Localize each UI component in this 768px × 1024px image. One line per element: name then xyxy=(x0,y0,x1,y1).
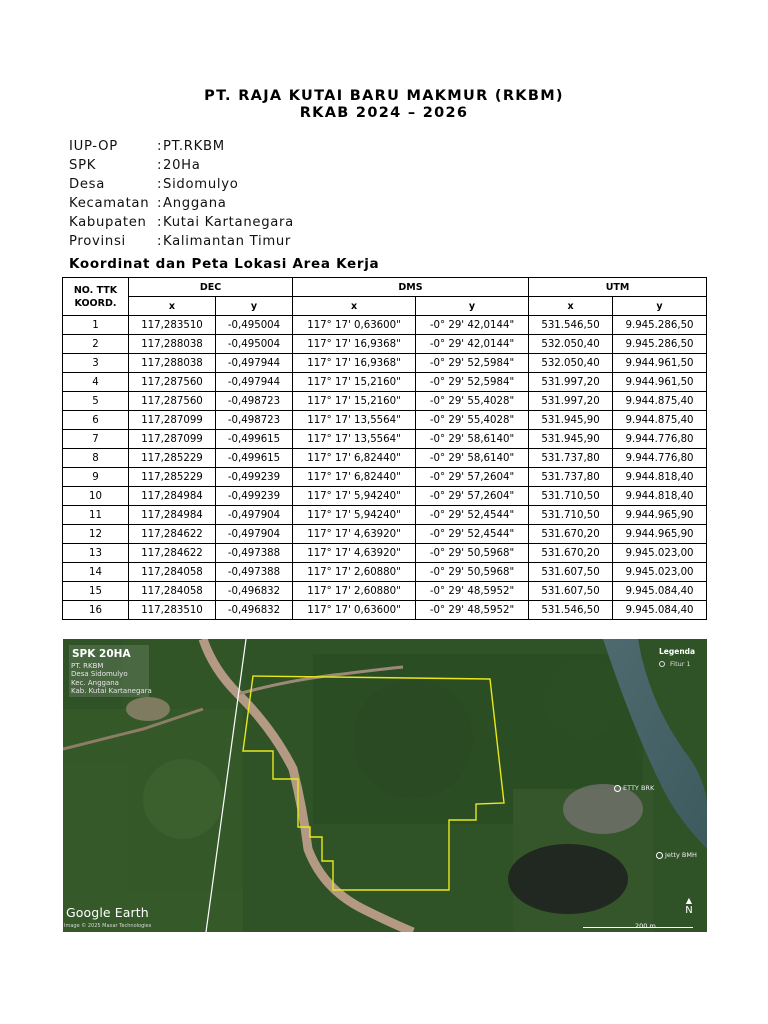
cell-dms-x: 117° 17' 16,9368" xyxy=(293,354,416,373)
cell-dms-y: -0° 29' 42,0144" xyxy=(416,316,529,335)
cell-dms-x: 117° 17' 15,2160" xyxy=(293,373,416,392)
cell-no: 16 xyxy=(63,601,129,620)
cell-utm-x: 531.945,90 xyxy=(529,430,613,449)
cell-dec-y: -0,499615 xyxy=(216,430,293,449)
info-row-desa xyxy=(69,175,294,194)
table-row xyxy=(63,487,707,506)
cell-dec-x: 117,287099 xyxy=(129,430,216,449)
cell-utm-y: 9.945.286,50 xyxy=(613,316,707,335)
place-label-jetty xyxy=(656,851,697,859)
cell-utm-y: 9.944.818,40 xyxy=(613,468,707,487)
table-row xyxy=(63,373,707,392)
place-name: Jetty BMH xyxy=(665,851,697,859)
cell-dec-x: 117,284984 xyxy=(129,487,216,506)
cell-dec-x: 117,284058 xyxy=(129,582,216,601)
cell-dec-x: 117,285229 xyxy=(129,449,216,468)
cell-dec-y: -0,496832 xyxy=(216,601,293,620)
cell-no: 2 xyxy=(63,335,129,354)
cell-dec-x: 117,287560 xyxy=(129,392,216,411)
cell-utm-y: 9.944.776,80 xyxy=(613,449,707,468)
cell-utm-x: 531.997,20 xyxy=(529,373,613,392)
cell-dms-y: -0° 29' 48,5952" xyxy=(416,582,529,601)
cell-dec-x: 117,284984 xyxy=(129,506,216,525)
cell-dec-x: 117,283510 xyxy=(129,601,216,620)
cell-utm-x: 532.050,40 xyxy=(529,354,613,373)
cell-dms-y: -0° 29' 52,4544" xyxy=(416,506,529,525)
info-value: Sidomulyo xyxy=(163,177,239,192)
table-row xyxy=(63,506,707,525)
table-row xyxy=(63,430,707,449)
cell-utm-y: 9.944.965,90 xyxy=(613,525,707,544)
cell-utm-y: 9.944.961,50 xyxy=(613,354,707,373)
google-earth-logo: Google Earth xyxy=(66,905,149,920)
table-row xyxy=(63,335,707,354)
cell-utm-x: 531.737,80 xyxy=(529,449,613,468)
cell-dms-y: -0° 29' 52,4544" xyxy=(416,525,529,544)
col-header-dec-y: y xyxy=(216,297,293,316)
table-row xyxy=(63,468,707,487)
map-info-text xyxy=(71,662,152,695)
table-row xyxy=(63,316,707,335)
cell-dec-y: -0,495004 xyxy=(216,335,293,354)
col-group-utm: UTM xyxy=(529,278,707,297)
cell-dms-x: 117° 17' 0,63600" xyxy=(293,601,416,620)
info-label: Kabupaten xyxy=(69,215,147,230)
cell-utm-x: 531.546,50 xyxy=(529,601,613,620)
cell-dms-x: 117° 17' 13,5564" xyxy=(293,430,416,449)
map-title: SPK 20HA xyxy=(72,648,131,660)
cell-dms-x: 117° 17' 4,63920" xyxy=(293,525,416,544)
legend-title: Legenda xyxy=(659,647,696,656)
info-row-provinsi xyxy=(69,232,294,251)
cell-utm-x: 531.710,50 xyxy=(529,487,613,506)
info-row-kabupaten xyxy=(69,213,294,232)
table-row xyxy=(63,601,707,620)
cell-dec-y: -0,499615 xyxy=(216,449,293,468)
col-header-no: NO. TTK KOORD. xyxy=(63,278,129,316)
table-row xyxy=(63,563,707,582)
cell-dec-x: 117,287099 xyxy=(129,411,216,430)
cell-utm-y: 9.944.818,40 xyxy=(613,487,707,506)
info-separator: : xyxy=(157,215,163,230)
cell-dms-x: 117° 17' 4,63920" xyxy=(293,544,416,563)
info-label: Desa xyxy=(69,177,106,192)
info-row-kecamatan xyxy=(69,194,294,213)
cell-dec-x: 117,287560 xyxy=(129,373,216,392)
info-value: Kutai Kartanegara xyxy=(163,215,294,230)
table-row xyxy=(63,582,707,601)
info-row-iup xyxy=(69,137,294,156)
cell-utm-y: 9.945.084,40 xyxy=(613,601,707,620)
cell-no: 12 xyxy=(63,525,129,544)
plan-title: RKAB 2024 – 2026 xyxy=(299,105,469,121)
cell-no: 3 xyxy=(63,354,129,373)
cell-dms-y: -0° 29' 42,0144" xyxy=(416,335,529,354)
cell-dec-y: -0,499239 xyxy=(216,468,293,487)
info-value: Anggana xyxy=(163,196,227,211)
col-header-utm-x: x xyxy=(529,297,613,316)
cell-dms-y: -0° 29' 50,5968" xyxy=(416,544,529,563)
cell-dms-y: -0° 29' 58,6140" xyxy=(416,430,529,449)
cell-utm-x: 531.607,50 xyxy=(529,582,613,601)
cell-dms-y: -0° 29' 48,5952" xyxy=(416,601,529,620)
cell-dec-y: -0,497944 xyxy=(216,373,293,392)
cell-dec-x: 117,284622 xyxy=(129,544,216,563)
cell-utm-x: 532.050,40 xyxy=(529,335,613,354)
info-separator: : xyxy=(157,234,163,249)
north-arrow-icon: ▲ N xyxy=(682,897,696,916)
cell-dec-x: 117,283510 xyxy=(129,316,216,335)
cell-dec-y: -0,497388 xyxy=(216,563,293,582)
cell-utm-x: 531.607,50 xyxy=(529,563,613,582)
cell-no: 7 xyxy=(63,430,129,449)
cell-dec-x: 117,288038 xyxy=(129,354,216,373)
cell-dms-x: 117° 17' 5,94240" xyxy=(293,487,416,506)
cell-no: 4 xyxy=(63,373,129,392)
cell-no: 6 xyxy=(63,411,129,430)
cell-dms-x: 117° 17' 5,94240" xyxy=(293,506,416,525)
cell-utm-x: 531.710,50 xyxy=(529,506,613,525)
placemark-icon xyxy=(656,852,663,859)
placemark-icon xyxy=(614,785,621,792)
cell-dec-y: -0,497388 xyxy=(216,544,293,563)
cell-dec-x: 117,284622 xyxy=(129,525,216,544)
legend-item-label: Fitur 1 xyxy=(670,660,691,668)
legend-item xyxy=(659,660,705,668)
coordinate-table-body xyxy=(63,316,707,620)
cell-dec-y: -0,496832 xyxy=(216,582,293,601)
place-label-etty xyxy=(614,784,654,792)
cell-no: 14 xyxy=(63,563,129,582)
cell-dms-y: -0° 29' 58,6140" xyxy=(416,449,529,468)
cell-utm-x: 531.546,50 xyxy=(529,316,613,335)
info-label: Provinsi xyxy=(69,234,126,249)
cell-no: 1 xyxy=(63,316,129,335)
info-row-spk xyxy=(69,156,294,175)
map-info-line: Kab. Kutai Kartanegara xyxy=(71,686,152,695)
cell-dms-x: 117° 17' 13,5564" xyxy=(293,411,416,430)
map-legend xyxy=(659,647,705,675)
cell-utm-y: 9.944.875,40 xyxy=(613,411,707,430)
map-info-line: Kec. Anggana xyxy=(71,678,119,687)
cell-dec-x: 117,288038 xyxy=(129,335,216,354)
cell-utm-x: 531.670,20 xyxy=(529,544,613,563)
info-separator: : xyxy=(157,177,163,192)
cell-dms-x: 117° 17' 6,82440" xyxy=(293,449,416,468)
cell-dms-y: -0° 29' 57,2604" xyxy=(416,487,529,506)
coordinate-table xyxy=(62,277,707,620)
cell-utm-y: 9.945.023,00 xyxy=(613,563,707,582)
table-row xyxy=(63,411,707,430)
cell-no: 15 xyxy=(63,582,129,601)
cell-utm-y: 9.944.965,90 xyxy=(613,506,707,525)
cell-no: 13 xyxy=(63,544,129,563)
info-label: SPK xyxy=(69,158,97,173)
cell-no: 10 xyxy=(63,487,129,506)
cell-dms-y: -0° 29' 52,5984" xyxy=(416,354,529,373)
info-separator: : xyxy=(157,158,163,173)
cell-no: 9 xyxy=(63,468,129,487)
cell-dms-x: 117° 17' 2,60880" xyxy=(293,563,416,582)
cell-dec-y: -0,499239 xyxy=(216,487,293,506)
cell-utm-y: 9.944.961,50 xyxy=(613,373,707,392)
table-row xyxy=(63,354,707,373)
info-separator: : xyxy=(157,139,163,154)
cell-dms-x: 117° 17' 15,2160" xyxy=(293,392,416,411)
info-value: 20Ha xyxy=(163,158,201,173)
cell-dms-y: -0° 29' 55,4028" xyxy=(416,411,529,430)
cell-dms-x: 117° 17' 2,60880" xyxy=(293,582,416,601)
section-title: Koordinat dan Peta Lokasi Area Kerja xyxy=(69,256,380,272)
cell-dec-y: -0,497944 xyxy=(216,354,293,373)
cell-utm-y: 9.945.084,40 xyxy=(613,582,707,601)
cell-dms-y: -0° 29' 57,2604" xyxy=(416,468,529,487)
scale-label: 200 m xyxy=(635,922,656,930)
cell-utm-x: 531.945,90 xyxy=(529,411,613,430)
cell-dms-x: 117° 17' 0,63600" xyxy=(293,316,416,335)
info-label: Kecamatan xyxy=(69,196,150,211)
cell-no: 8 xyxy=(63,449,129,468)
cell-dec-x: 117,284058 xyxy=(129,563,216,582)
col-header-dms-y: y xyxy=(416,297,529,316)
place-name: ETTY BRK xyxy=(623,784,655,792)
cell-utm-x: 531.670,20 xyxy=(529,525,613,544)
table-row xyxy=(63,525,707,544)
cell-utm-y: 9.945.023,00 xyxy=(613,544,707,563)
info-label: IUP-OP xyxy=(69,139,118,154)
cell-dms-x: 117° 17' 6,82440" xyxy=(293,468,416,487)
cell-utm-y: 9.945.286,50 xyxy=(613,335,707,354)
cell-dec-y: -0,498723 xyxy=(216,411,293,430)
cell-utm-x: 531.997,20 xyxy=(529,392,613,411)
cell-utm-y: 9.944.776,80 xyxy=(613,430,707,449)
col-header-utm-y: y xyxy=(613,297,707,316)
cell-dec-y: -0,495004 xyxy=(216,316,293,335)
cell-utm-x: 531.737,80 xyxy=(529,468,613,487)
col-group-dec: DEC xyxy=(129,278,293,297)
table-row xyxy=(63,449,707,468)
imagery-credit: Image © 2025 Maxar Technologies xyxy=(64,923,152,929)
cell-dms-x: 117° 17' 16,9368" xyxy=(293,335,416,354)
map-info-line: PT. RKBM xyxy=(71,662,104,670)
col-header-dec-x: x xyxy=(129,297,216,316)
map-imagery xyxy=(63,639,707,932)
cell-dec-y: -0,497904 xyxy=(216,506,293,525)
info-value: PT.RKBM xyxy=(163,139,225,154)
col-group-dms: DMS xyxy=(293,278,529,297)
cell-no: 11 xyxy=(63,506,129,525)
info-separator: : xyxy=(157,196,163,211)
cell-dms-y: -0° 29' 50,5968" xyxy=(416,563,529,582)
north-label: N xyxy=(685,905,693,916)
table-row xyxy=(63,392,707,411)
placemark-icon xyxy=(659,661,665,667)
cell-dec-x: 117,285229 xyxy=(129,468,216,487)
col-header-dms-x: x xyxy=(293,297,416,316)
info-block xyxy=(69,137,294,251)
cell-dms-y: -0° 29' 55,4028" xyxy=(416,392,529,411)
cell-dms-y: -0° 29' 52,5984" xyxy=(416,373,529,392)
satellite-map xyxy=(63,639,707,932)
table-row xyxy=(63,544,707,563)
company-title: PT. RAJA KUTAI BARU MAKMUR (RKBM) xyxy=(204,88,564,104)
cell-no: 5 xyxy=(63,392,129,411)
cell-dec-y: -0,498723 xyxy=(216,392,293,411)
map-info-line: Desa Sidomulyo xyxy=(71,670,128,679)
info-value: Kalimantan Timur xyxy=(163,234,292,249)
cell-dec-y: -0,497904 xyxy=(216,525,293,544)
cell-utm-y: 9.944.875,40 xyxy=(613,392,707,411)
